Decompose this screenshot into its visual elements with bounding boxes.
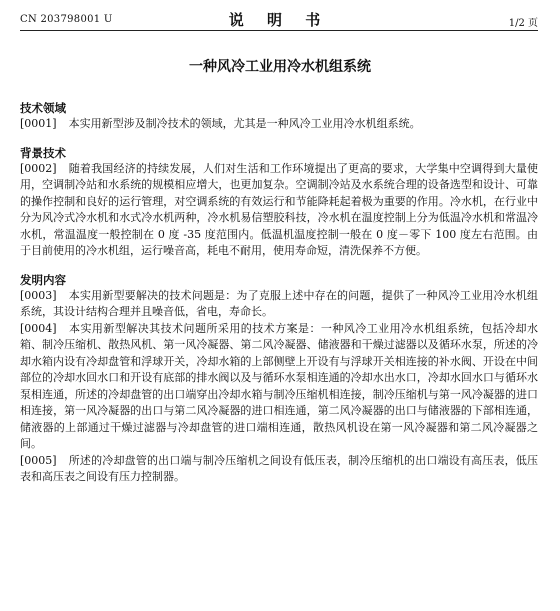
header-divider [20, 30, 538, 31]
paragraph [20, 288, 538, 321]
paragraph-number: [0004] [20, 321, 57, 335]
section-background-art [20, 145, 538, 260]
section-invention-content [20, 272, 538, 486]
paragraph [20, 161, 538, 260]
patent-number: CN 203798001 U [20, 14, 113, 25]
section-heading: 发明内容 [20, 272, 66, 287]
paragraph-text: 本实用新型要解决的技术问题是：为了克服上述中存在的问题，提供了一种风冷工业用冷水机组系统，其设计结构合理并且噪音低，省电，寿命长。 [20, 288, 538, 318]
page-indicator: 1/2 页 [508, 18, 538, 29]
page-header [20, 8, 538, 30]
document-title: 一种风冷工业用冷水机组系统 [189, 59, 371, 75]
paragraph-number: [0005] [20, 453, 57, 467]
paragraph-text: 本实用新型涉及制冷技术的领域，尤其是一种风冷工业用冷水机组系统。 [68, 117, 421, 130]
paragraph-number: [0002] [20, 161, 57, 175]
paragraph-text: 所述的冷却盘管的出口端与制冷压缩机之间设有低压表，制冷压缩机的出口端设有高压表，低压表和高压表之间设有压力控制器。 [20, 453, 538, 483]
section-heading: 背景技术 [20, 145, 66, 160]
section-spacer [20, 260, 538, 272]
paragraph [20, 321, 538, 453]
document-body [20, 100, 538, 486]
paragraph-number: [0003] [20, 288, 57, 302]
paragraph-number: [0001] [20, 117, 57, 130]
paragraph [20, 116, 538, 133]
paragraph [20, 453, 538, 486]
paragraph-text: 本实用新型解决其技术问题所采用的技术方案是：一种风冷工业用冷水机组系统，包括冷却水箱、制冷压缩机、散热风机、第一风冷凝器、第二风冷凝器、储液器和干燥过滤器以及循环水泵，所述的冷却水箱内设有冷却盘管和浮球开关，冷却水箱的上部侧壁上开设有与浮球开关相连接的补水阀、开设在中间部位的冷却水回水口和开设有底部的排水阀以及与循环水泵相连通的冷却水出水口，冷却水回水口与循环水泵相连通，所述的冷却盘管的出口端穿出冷却水箱与制冷压缩机相连接，制冷压缩机与第一风冷凝器的进口相连接，第一风冷凝器的出口与第二风冷凝器的进口相连通，第二风冷凝器的出口与储液器的下部相连通，储液器的上部通过干燥过滤器与冷却盘管的进口端相连通，散热风机设在第一风冷凝器和第二风冷凝器之间。 [20, 321, 538, 450]
section-spacer [20, 133, 538, 145]
section-heading: 技术领域 [20, 101, 66, 115]
section-technical-field [20, 100, 538, 133]
paragraph-text: 随着我国经济的持续发展，人们对生活和工作环境提出了更高的要求，大学集中空调得到大量使用，空调制冷站和水系统的规模相应增大，也更加复杂。空调制冷站及水系统合理的设备选型和设计、可靠的操作控制和良好的运行管理，对空调系统的有效运行和节能降耗起着极为重要的作用。冷水机，在行业中分为风冷式冷水机和水式冷水机两种，冷水机易信塑胶科技，冷水机在温度控制上分为低温冷水机和常温冷水机，常温温度一般控制在 0 度 -35 度范围内。低温机温度控制一般在 0 度－零下 100 度左右范围。由于目前使用的冷水机组，运行噪音高，耗电不耐用，使用寿命短，清洗保养不方便。 [20, 161, 538, 257]
document-type-label: 说 明 书 [228, 11, 330, 29]
